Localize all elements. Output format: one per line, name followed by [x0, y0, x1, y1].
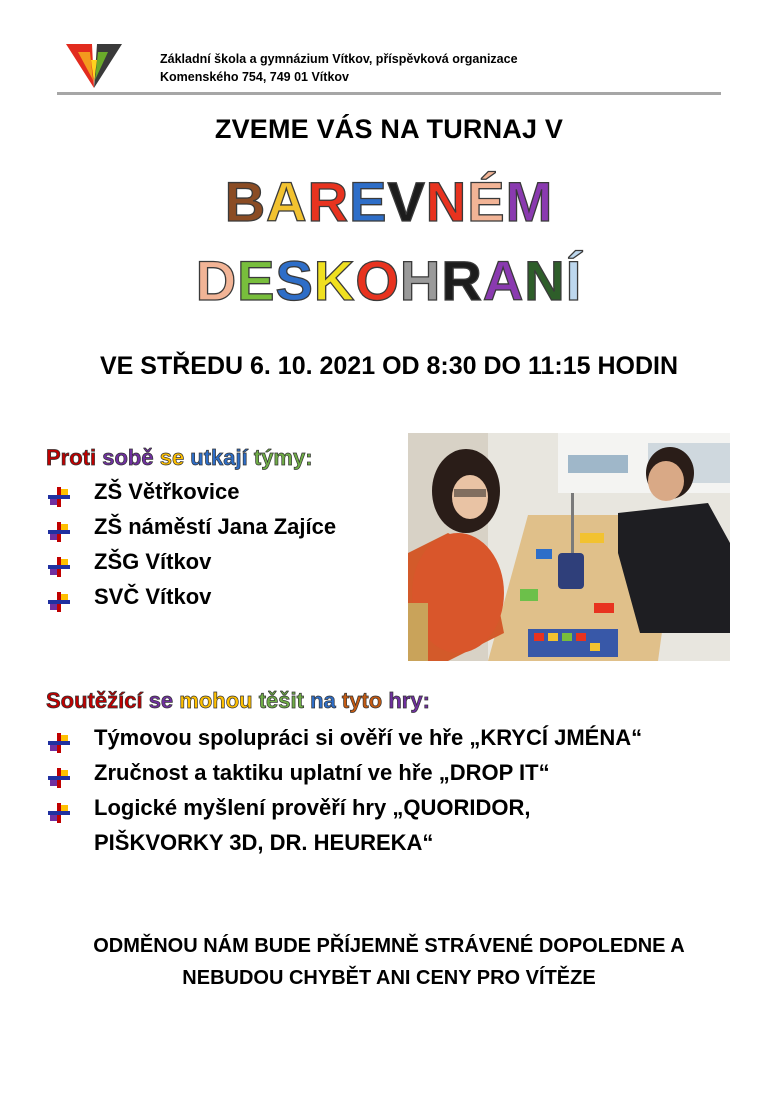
list-item	[46, 544, 336, 579]
school-info	[160, 50, 518, 86]
closing-note	[0, 930, 778, 994]
heading-word: těšit	[258, 688, 311, 713]
invite-heading: ZVEME VÁS NA TURNAJ V	[214, 114, 564, 144]
list-item	[46, 720, 754, 755]
heading-word: tyto	[341, 688, 389, 713]
title-letter: D	[195, 249, 238, 312]
bullet-icon	[48, 587, 70, 607]
heading-word: hry:	[388, 688, 430, 713]
bullet-icon	[48, 763, 70, 783]
title-letter: A	[482, 249, 525, 312]
list-item-text: ZŠ Větřkovice	[94, 479, 240, 504]
school-name: Základní škola a gymnázium Vítkov, příspěvková organizace	[160, 52, 518, 66]
event-date: VE STŘEDU 6. 10. 2021 OD 8:30 DO 11:15 HODIN	[99, 352, 678, 380]
heading-word: se	[148, 688, 180, 713]
heading-word: mohou	[179, 688, 259, 713]
title-letter: E	[349, 170, 388, 233]
title-letter: V	[387, 170, 426, 233]
title-letter: H	[399, 249, 442, 312]
school-address: Komenského 754, 749 01 Vítkov	[160, 70, 349, 84]
heading-word: utkají	[190, 445, 254, 470]
title-letter: M	[505, 170, 554, 233]
teams-heading	[46, 445, 313, 471]
heading-word: sobě	[102, 445, 160, 470]
list-item-text: Týmovou spolupráci si ověří ve hře „KRYCÍ JMÉNA“	[94, 725, 643, 750]
title-letter: Í	[565, 249, 583, 312]
games-list	[46, 720, 754, 860]
title-letter: E	[237, 249, 276, 312]
title-letter: B	[224, 170, 267, 233]
title-line-2	[0, 251, 778, 311]
list-item-text: Zručnost a taktiku uplatní ve hře „DROP IT“	[94, 760, 550, 785]
games-heading	[46, 688, 430, 714]
title-letter: O	[355, 249, 400, 312]
list-item-text: SVČ Vítkov	[94, 584, 212, 609]
title-letter: R	[307, 170, 350, 233]
event-photo	[408, 433, 730, 661]
list-item-text: Logické myšlení prověří hry „QUORIDOR, PIŠKVORKY 3D, DR. HEUREKA“	[94, 795, 531, 855]
heading-word: na	[310, 688, 342, 713]
closing-line-1: ODMĚNOU NÁM BUDE PŘÍJEMNĚ STRÁVENÉ DOPOLEDNE A	[93, 935, 685, 957]
heading-word: se	[159, 445, 191, 470]
list-item	[46, 579, 336, 614]
list-item	[46, 755, 754, 790]
title-letter: R	[441, 249, 483, 312]
bullet-icon	[48, 517, 70, 537]
heading-word: týmy:	[253, 445, 313, 470]
title-line-1	[0, 172, 778, 232]
heading-word: Proti	[46, 445, 103, 470]
bullet-icon	[48, 798, 70, 818]
closing-line-2: NEBUDOU CHYBĚT ANI CENY PRO VÍTĚZE	[182, 967, 596, 989]
list-item	[46, 790, 634, 860]
title-letter: N	[425, 170, 468, 233]
title-letter: N	[524, 249, 566, 312]
title-letter: É	[467, 170, 506, 233]
title-letter: K	[313, 249, 356, 312]
bullet-icon	[48, 728, 70, 748]
header-divider	[57, 92, 721, 95]
teams-list	[46, 474, 336, 614]
heading-word: Soutěžící	[46, 688, 149, 713]
list-item	[46, 509, 336, 544]
title-letter: A	[266, 170, 308, 233]
list-item-text: ZŠ náměstí Jana Zajíce	[94, 514, 337, 539]
letterhead	[0, 0, 778, 100]
title-letter: S	[275, 249, 314, 312]
school-logo	[64, 42, 124, 90]
bullet-icon	[48, 552, 70, 572]
list-item	[46, 474, 336, 509]
bullet-icon	[48, 482, 70, 502]
list-item-text: ZŠG Vítkov	[94, 549, 212, 574]
